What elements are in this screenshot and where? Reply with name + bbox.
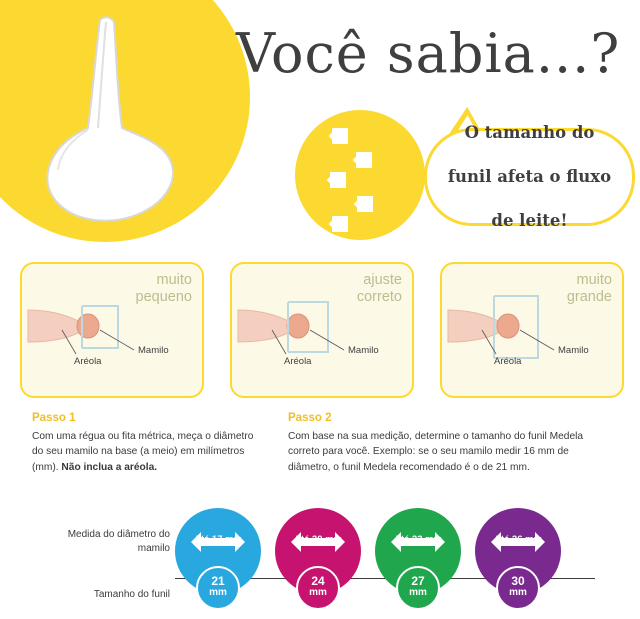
milk-drops-circle <box>295 110 425 240</box>
funnel-badge-4: 30 mm <box>496 566 540 610</box>
step-2-body: Com base na sua medição, determine o tamanho do funil Medela correto para você. Exemplo: se o seu mamilo medir 16 mm de diâmetro, o funil Medela recomendado é o de 21 mm. <box>288 431 584 473</box>
bubble-line-1: O tamanho do <box>464 123 595 143</box>
fit-card-title: muito pequeno <box>135 272 192 306</box>
step-2-heading: Passo 2 <box>288 412 332 424</box>
label-nipple: Mamilo <box>138 345 169 356</box>
fit-card-too-large <box>440 262 624 398</box>
drop-icon <box>356 152 372 168</box>
funnel-badge-2: 24 mm <box>296 566 340 610</box>
row-label-funnel: Tamanho do funil <box>93 589 170 600</box>
fit-diagram-too-small <box>22 264 202 396</box>
step-1 <box>32 412 267 475</box>
size-group-2 <box>275 508 361 598</box>
fit-card-too-small <box>20 262 204 398</box>
label-areola: Aréola <box>284 356 312 367</box>
drop-icon <box>332 216 348 232</box>
breast-shield-illustration <box>30 10 220 240</box>
diameter-value-1: Até 17 mm <box>193 534 243 545</box>
step-2 <box>288 412 608 475</box>
label-nipple: Mamilo <box>348 345 379 356</box>
row-label-diameter: Medida do diâmetro do mamilo <box>67 529 170 554</box>
size-group-4 <box>475 508 561 598</box>
bubble-line-3: de leite! <box>491 210 568 230</box>
drop-icon <box>357 196 373 212</box>
fit-diagram-too-large <box>442 264 622 396</box>
page-title: Você sabia...? <box>236 22 621 85</box>
step-1-body: Com uma régua ou fita métrica, meça o diâmetro do seu mamilo na base (a meio) em milímetros (mm). Não inclua a aréola. <box>32 431 254 473</box>
drop-icon <box>330 172 346 188</box>
fit-card-title: muito grande <box>566 272 612 306</box>
label-nipple: Mamilo <box>558 345 589 356</box>
bubble-line-2: funil afeta o fluxo <box>447 167 612 187</box>
fit-card-title: ajuste correto <box>356 272 402 306</box>
diameter-value-4: Até 26 mm <box>493 534 543 545</box>
fit-card-correct <box>230 262 414 398</box>
drop-icon <box>332 128 348 144</box>
size-group-1 <box>175 508 261 598</box>
size-group-3 <box>375 508 461 598</box>
fit-diagram-correct <box>232 264 412 396</box>
speech-bubble <box>424 123 635 230</box>
diameter-value-3: Até 23 mm <box>393 534 443 545</box>
funnel-badge-3: 27 mm <box>396 566 440 610</box>
label-areola: Aréola <box>494 356 522 367</box>
funnel-badge-1: 21 mm <box>196 566 240 610</box>
label-areola: Aréola <box>74 356 102 367</box>
step-1-body-bold: Não inclua a aréola. <box>61 461 158 473</box>
diameter-value-2: Até 20 mm <box>293 534 343 545</box>
step-1-heading: Passo 1 <box>32 412 76 424</box>
